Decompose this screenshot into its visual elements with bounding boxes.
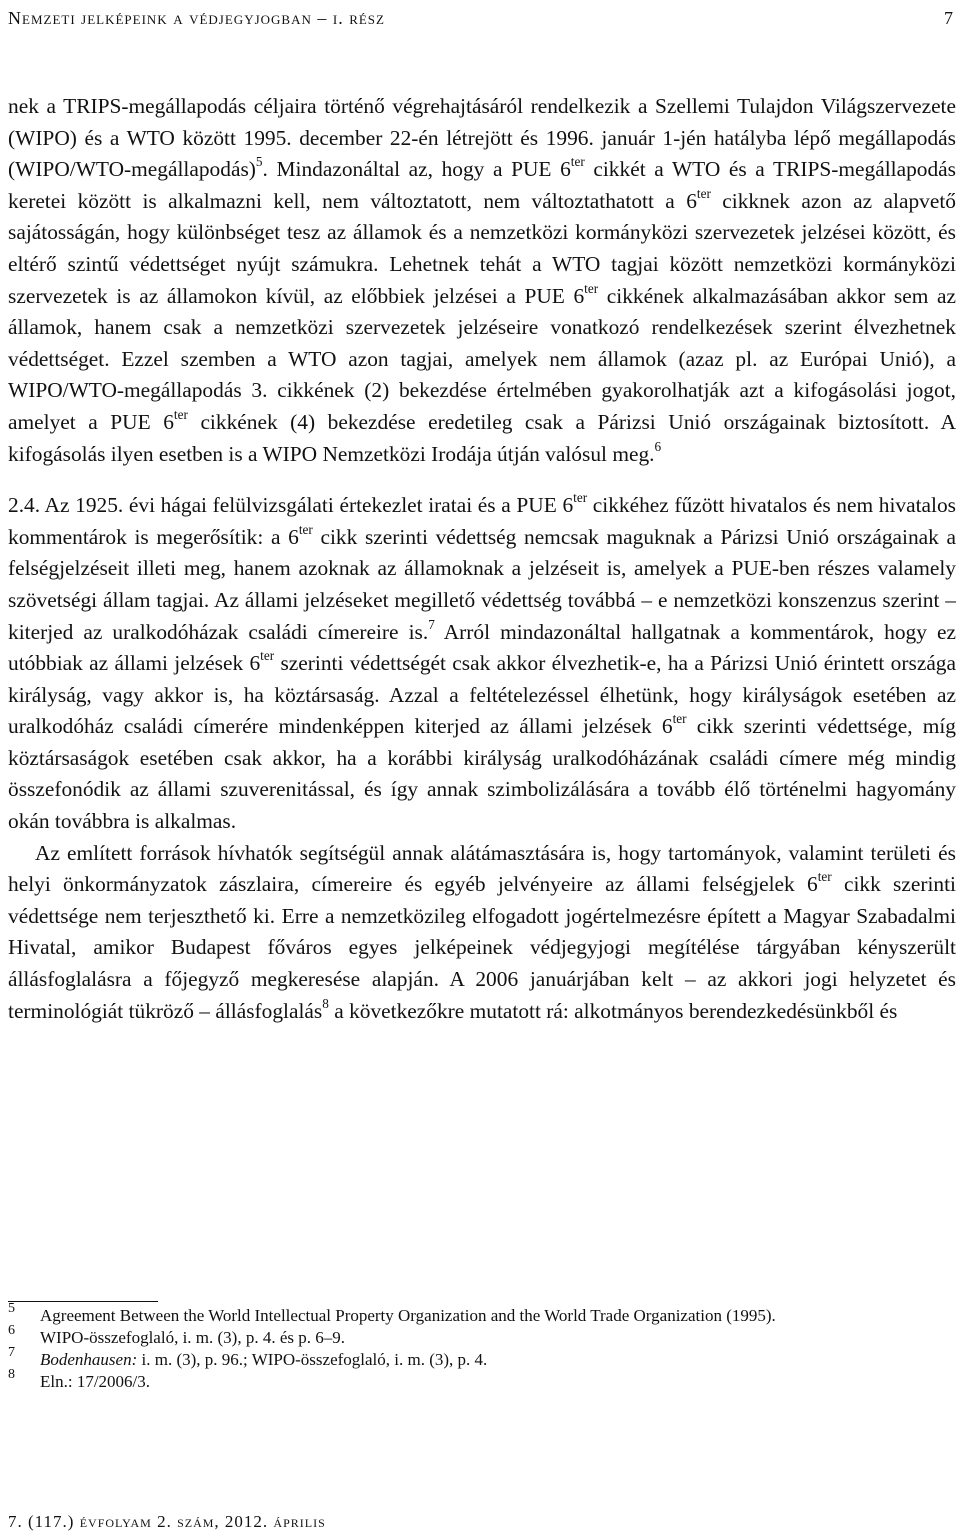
footnote-mark: 6 bbox=[8, 1323, 15, 1338]
footnote-text: i. m. (3), p. 96.; WIPO-összefoglaló, i. m. (3), p. 4. bbox=[137, 1350, 488, 1369]
footnote-7 bbox=[8, 1345, 956, 1371]
running-header bbox=[8, 8, 956, 32]
footnote-5 bbox=[8, 1301, 956, 1327]
footnote-divider bbox=[8, 1301, 158, 1302]
paragraph-2: 2.4. Az 1925. évi hágai felülvizsgálati értekezlet iratai és a PUE $6^{ter}$ cikkéhez fűzött hivatalos és nem hivatalos kommentárok is megerősítik: a $6^{ter}$ cikk szerinti védettség nemcsak maguknak a Párizsi Unió országainak a felségjelzéseit illeti meg, hanem azoknak az államoknak a jelzéseit is, amelyek a PUE-ben részes valamely szövetségi állam tagjai. Az állami jelzéseket megillető védettség továbbá – e nemzetközi konszenzus szerint – kiterjed az uralkodóházak családi címereire is.$^7$ Arról mindazonáltal hallgatnak a kommentárok, hogy ez utóbbiak az állami jelzések $6^{ter}$ szerinti védettségét csak akkor élvezhetik-e, ha a Párizsi Unió érintett országa királyság, vagy akkor is, ha köztársaság. Azzal a feltételezéssel élhetünk, hogy királyságok esetében az uralkodóház családi címerére mindenképpen kiterjed az állami jelzések $6^{ter}$ cikk szerinti védettsége, míg köztársaságok esetében csak akkor, ha a korábbi királyság uralkodóházának családi címere még mindig összefonódik az állami szuverenitással, és így annak szimbolizálására a tovább élő történelmi hagyomány okán továbbra is alkalmas. bbox=[8, 490, 957, 834]
footnote-ref-8[interactable]: 8 bbox=[322, 995, 329, 1011]
footnote-text: WIPO-összefoglaló, i. m. (3), p. 4. és p. 6–9. bbox=[40, 1328, 346, 1347]
footnote-8 bbox=[8, 1367, 956, 1393]
footnote-mark: 8 bbox=[8, 1367, 15, 1382]
running-title: Nemzeti jelképeink a védjegyjogban – i. rész bbox=[8, 8, 385, 28]
body-text bbox=[8, 91, 956, 1027]
running-footer: 7. (117.) évfolyam 2. szám, 2012. április bbox=[8, 1512, 326, 1531]
footnote-mark: 7 bbox=[8, 1345, 15, 1360]
footnote-author: Bodenhausen: bbox=[40, 1350, 138, 1369]
footnote-ref-7[interactable]: 7 bbox=[428, 616, 435, 632]
footnote-ref-6[interactable]: 6 bbox=[654, 438, 662, 454]
paragraph-3: Az említett források hívhatók segítségül annak alátámasztására is, hogy tartományok, valamint területi és helyi önkormányzatok zászlaira, címereire és egyéb jelvényeire az állami felségjelek $6^{ter}$ cikk szerinti védettsége nem terjeszthető ki. Erre a nemzetközileg elfogadott jogértelmezésre épített a Magyar Szabadalmi Hivatal, amikor Budapest főváros egyes jelképeinek védjegyjogi megítélése tárgyában kényszerült állásfoglalásra a főjegyző megkeresése alapján. A 2006 januárjában kelt – az akkori jogi helyzetet és terminológiát tükröző – állásfoglalás$^8$ a következőkre mutatott rá: alkotmányos berendezkedésünkből és bbox=[8, 840, 956, 1023]
footnote-6 bbox=[8, 1323, 956, 1349]
page-number: 7 bbox=[944, 8, 954, 28]
footnote-text: Eln.: 17/2006/3. bbox=[40, 1372, 151, 1391]
footnotes bbox=[8, 1301, 956, 1393]
footnote-mark: 5 bbox=[8, 1301, 15, 1316]
footnote-text: Agreement Between the World Intellectual Property Organization and the World Trade Organization (1995). bbox=[40, 1306, 776, 1325]
footnote-ref-5[interactable]: 5 bbox=[255, 154, 263, 170]
paragraph-1: nek a TRIPS-megállapodás céljaira történő végrehajtásáról rendelkezik a Szellemi Tulajdon Világszervezete (WIPO) és a WTO között 1995. december 22-én létrejött és 1996. január 1-jén hatályba lépő megállapodás (WIPO/WTO-megállapodás)$^5$. Mindazonáltal az, hogy a PUE $6^{ter}$ cikkét a WTO és a TRIPS-megállapodás keretei között is alkalmazni kell, nem változtatott, nem változtathatott a $6^{ter}$ cikknek azon az alapvető sajátosságán, hogy különbséget tesz az államok és a nemzetközi kormányközi szervezetek jelzései között, és eltérő szintű védettséget nyújt számukra. Lehetnek tehát a WTO tagjai között nemzetközi kormányközi szervezetek is az államokon kívül, az előbbiek jelzései a PUE $6^{ter}$ cikkének alkalmazásában akkor sem az államok, hanem csak a nemzetközi szervezetek jelzéseire vonatkozó rendelkezések szerint élvezhetnek védettséget. Ezzel szemben a WTO azon tagjai, amelyek nem államok (azaz pl. az Európai Unió), a WIPO/WTO-megállapodás 3. cikkének (2) bekezdése értelmében gyakorolhatják azt a kifogásolási jogot, amelyet a PUE $6^{ter}$ cikkének (4) bekezdése eredetileg csak a Párizsi Unió országainak biztosított. A kifogásolás ilyen esetben is a WIPO Nemzetközi Irodája útján valósul meg.$^6$ bbox=[8, 94, 956, 466]
